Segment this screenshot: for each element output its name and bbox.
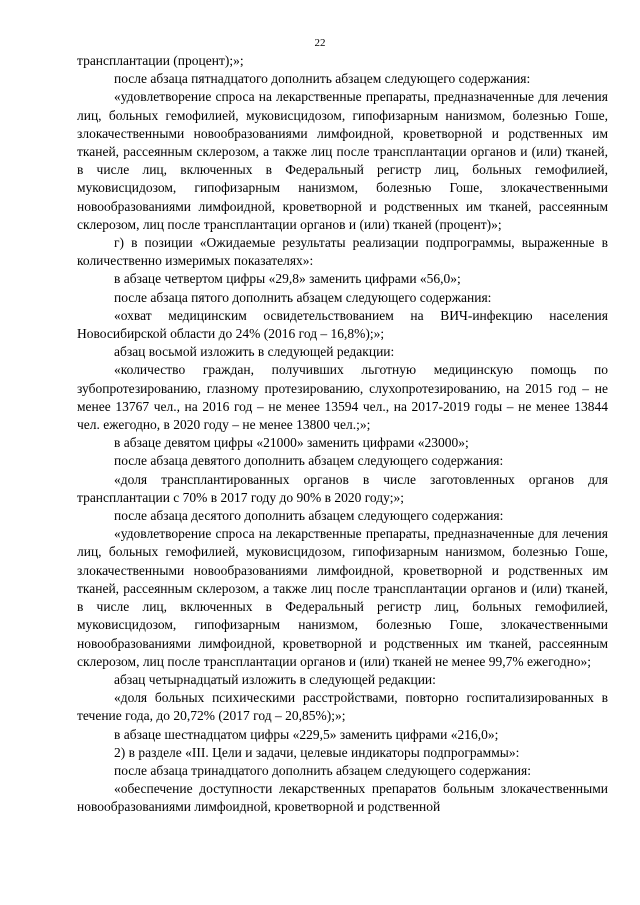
paragraph: в абзаце четвертом цифры «29,8» заменить цифрами «56,0»; xyxy=(114,271,461,287)
paragraph: трансплантации (процент);»; xyxy=(77,53,244,68)
paragraph: «количество граждан, получивших льготную медицинскую помощь по зубопротезированию, глазному протезированию, слухопротезированию, на 2015 год – не менее 13767 чел., на 2016 год – не менее 13594 чел., на 2017-2019 годы – не менее 13844 чел. ежегодно, в 2020 году – не менее 13800 чел.;»; xyxy=(77,362,608,433)
paragraph: после абзаца пятого дополнить абзацем следующего содержания: xyxy=(114,289,492,305)
paragraph: после абзаца девятого дополнить абзацем следующего содержания: xyxy=(114,453,504,469)
paragraph: «доля трансплантированных органов в числе заготовленных органов для трансплантации с 70% в 2017 году до 90% в 2020 году;»; xyxy=(77,471,608,505)
paragraph: «удовлетворение спроса на лекарственные препараты, предназначенные для лечения лиц, больных гемофилией, муковисцидозом, гипофизарным нанизмом, болезнью Гоше, злокачественными новообразованиями лимфоидной, кроветворной и родственных им тканей, рассеянным склерозом, а также лиц после трансплантации органов и (или) тканей, в числе лиц, включенных в Федеральный регистр лиц, больных гемофилией, муковисцидозом, гипофизарным нанизмом, болезнью Гоше, злокачественными новообразованиями лимфоидной, кроветворной и родственных им тканей, рассеянным склерозом, лиц после трансплантации органов и (или) тканей (процент)»; xyxy=(77,89,608,232)
paragraph: абзац восьмой изложить в следующей редакции: xyxy=(114,344,395,360)
paragraph: «доля больных психическими расстройствами, повторно госпитализированных в течение года, до 20,72% (2017 год – 20,85%);»; xyxy=(77,690,608,724)
paragraph: после абзаца пятнадцатого дополнить абзацем следующего содержания: xyxy=(114,71,531,87)
paragraph: после абзаца тринадцатого дополнить абзацем следующего содержания: xyxy=(114,762,531,778)
paragraph: г) в позиции «Ожидаемые результаты реализации подпрограммы, выраженные в количественно измеримых показателях»: xyxy=(77,235,608,269)
paragraph: в абзаце шестнадцатом цифры «229,5» заменить цифрами «216,0»; xyxy=(114,726,499,742)
document-body xyxy=(77,52,608,817)
paragraph: «охват медицинским освидетельствованием на ВИЧ-инфекцию населения Новосибирской области до 24% (2016 год – 16,8%);»; xyxy=(77,307,608,342)
paragraph: «обеспечение доступности лекарственных препаратов больным злокачественными новообразованиями лимфоидной, кроветворной и родственной xyxy=(77,781,608,815)
paragraph: после абзаца десятого дополнить абзацем следующего содержания: xyxy=(114,508,504,524)
paragraph: «удовлетворение спроса на лекарственные препараты, предназначенные для лечения лиц, больных гемофилией, муковисцидозом, гипофизарным нанизмом, болезнью Гоше, злокачественными новообразованиями лимфоидной, кроветворной и родственных им тканей, рассеянным склерозом, а также лиц после трансплантации органов и (или) тканей, в числе лиц, включенных в Федеральный регистр лиц, больных гемофилией, муковисцидозом, гипофизарным нанизмом, болезнью Гоше, злокачественными новообразованиями лимфоидной, кроветворной и родственных им тканей, рассеянным склерозом, лиц после трансплантации органов и (или) тканей не менее 99,7% ежегодно»; xyxy=(77,526,608,669)
paragraph: абзац четырнадцатый изложить в следующей редакции: xyxy=(114,671,436,687)
paragraph: в абзаце девятом цифры «21000» заменить цифрами «23000»; xyxy=(114,435,469,451)
page-number: 22 xyxy=(314,37,326,49)
paragraph: 2) в разделе «III. Цели и задачи, целевые индикаторы подпрограммы»: xyxy=(114,744,520,760)
